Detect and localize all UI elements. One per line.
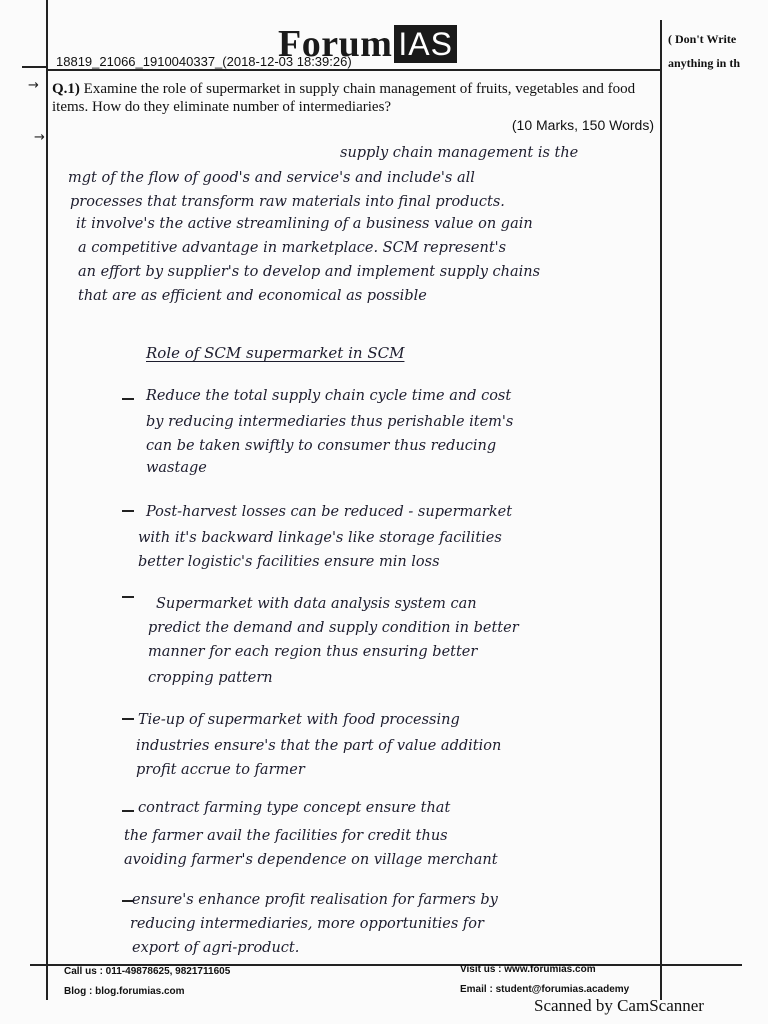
bullet-dash <box>122 718 134 720</box>
point-2-line: better logistic's facilities ensure min loss <box>138 554 440 570</box>
point-5-line: contract farming type concept ensure that <box>138 800 451 816</box>
point-1-line: by reducing intermediaries thus perishable item's <box>146 414 514 430</box>
point-6-line: export of agri-product. <box>132 940 300 956</box>
left-arrow-icon: → <box>28 78 39 93</box>
bullet-dash <box>122 510 134 512</box>
side-note-line-1: ( Don't Write <box>668 32 737 46</box>
point-4-line: profit accrue to farmer <box>136 762 305 778</box>
intro-line: it involve's the active streamlining of a business value on gain <box>76 216 533 232</box>
marks-label: (10 Marks, 150 Words) <box>511 117 654 133</box>
bullet-dash <box>122 596 134 598</box>
left-arrow-icon: → <box>34 130 45 145</box>
footer-visit: Visit us : www.forumias.com <box>460 964 596 975</box>
point-6-line: reducing intermediaries, more opportunities for <box>130 916 484 932</box>
point-4-line: Tie-up of supermarket with food processing <box>138 712 460 728</box>
bullet-dash <box>122 810 134 812</box>
point-3-line: Supermarket with data analysis system can <box>156 596 477 612</box>
point-4-line: industries ensure's that the part of value addition <box>136 738 502 754</box>
point-6-line: ensure's enhance profit realisation for farmers by <box>132 892 498 908</box>
point-5-line: avoiding farmer's dependence on village merchant <box>124 852 498 868</box>
point-1-line: can be taken swiftly to consumer thus reducing <box>146 438 497 454</box>
point-1-line: Reduce the total supply chain cycle time and cost <box>146 388 512 404</box>
point-2-line: Post-harvest losses can be reduced - supermarket <box>146 504 513 520</box>
point-3-line: predict the demand and supply condition in better <box>148 620 519 636</box>
question-body: Examine the role of supermarket in supply chain management of fruits, vegetables and food items. How do they eliminate number of intermediaries? <box>52 81 636 115</box>
intro-line: supply chain management is the <box>340 145 579 161</box>
footer-blog: Blog : blog.forumias.com <box>64 986 185 997</box>
intro-line: mgt of the flow of good's and service's and include's all <box>68 170 475 186</box>
right-margin-line <box>660 20 662 1000</box>
answer-heading: Role of SCM supermarket in SCM <box>146 344 405 362</box>
side-note-line-2: anything in th <box>668 56 741 70</box>
logo-ias-text: IAS <box>394 25 457 63</box>
left-tick <box>22 66 46 68</box>
point-2-line: with it's backward linkage's like storage facilities <box>138 530 502 546</box>
point-3-line: manner for each region thus ensuring better <box>148 644 478 660</box>
intro-line: an effort by supplier's to develop and implement supply chains <box>78 264 541 280</box>
point-5-line: the farmer avail the facilities for credit thus <box>124 828 448 844</box>
left-margin-line <box>46 0 48 1000</box>
point-3-line: cropping pattern <box>148 670 273 686</box>
header-divider <box>46 69 660 71</box>
footer-email: Email : student@forumias.academy <box>460 984 630 995</box>
intro-line: that are as efficient and economical as possible <box>78 288 427 304</box>
logo-forum-text: Forum <box>278 23 393 65</box>
point-1-line: wastage <box>146 460 207 476</box>
record-id: 18819_21066_1910040337_(2018-12-03 18:39:26) <box>56 54 352 69</box>
camscanner-watermark: Scanned by CamScanner <box>534 996 704 1015</box>
footer-call: Call us : 011-49878625, 9821711605 <box>64 966 231 977</box>
intro-line: a competitive advantage in marketplace. SCM represent's <box>78 240 507 256</box>
bullet-dash <box>122 398 134 400</box>
question-number: Q.1) <box>52 81 80 97</box>
question-text <box>52 80 660 116</box>
intro-line: processes that transform raw materials into final products. <box>70 194 505 210</box>
